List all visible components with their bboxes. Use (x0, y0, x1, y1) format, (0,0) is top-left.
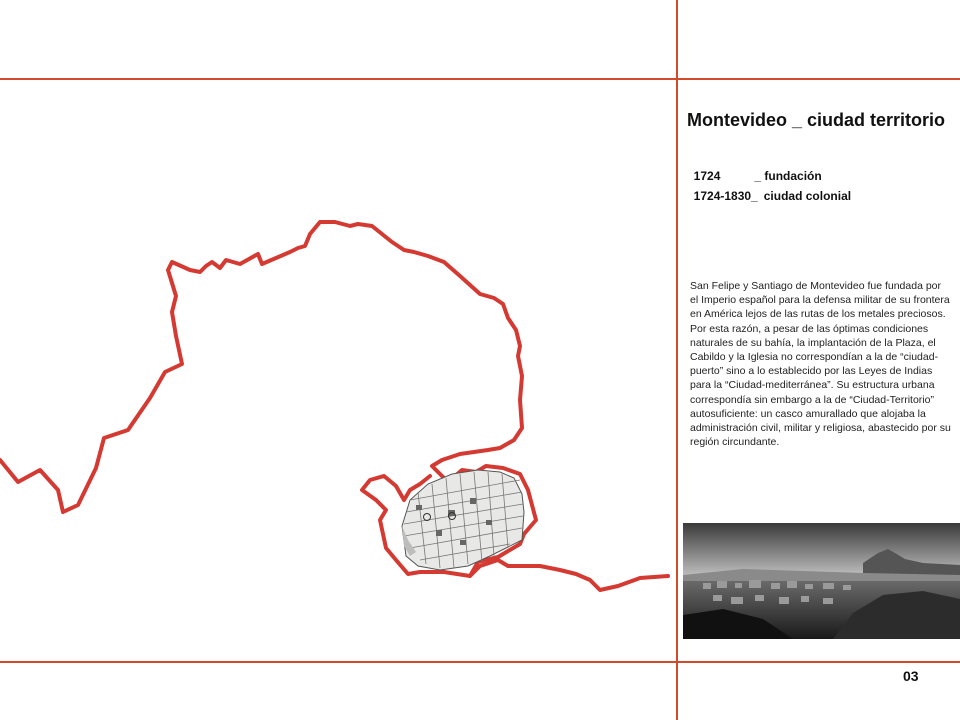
colonial-period: 1724-1830_ (693, 189, 758, 203)
colonial-label: ciudad colonial (763, 189, 852, 203)
founding-label: _ fundación (754, 169, 822, 183)
description-paragraph: San Felipe y Santiago de Montevideo fue fundada por el Imperio español para la defensa militar de su frontera en América lejos de las rutas de los metales preciosos. Por esta razón, a pesar de las óptimas condiciones naturales de su bahía, la implantación de la Plaza, el Cabildo y la Iglesia no correspondían a la de “ciudad-puerto” sino a lo establecido por las Leyes de Indias para la “Ciudad-mediterránea”. Su estructura urbana correspondía sin embargo a la de “Ciudad-Territorio” autosuficiente: un casco amurallado que alojaba la administración civil, militar y religiosa, abastecido por su región circundante. (690, 280, 951, 449)
historic-panorama-photo (683, 523, 960, 639)
page-title: Montevideo _ ciudad territorio (687, 110, 946, 130)
page-number: 03 (903, 668, 919, 684)
founding-year: 1724 (693, 169, 721, 183)
date-line-colonial (687, 175, 851, 203)
vertical-divider-line (676, 0, 678, 720)
coastline-east (470, 560, 668, 590)
